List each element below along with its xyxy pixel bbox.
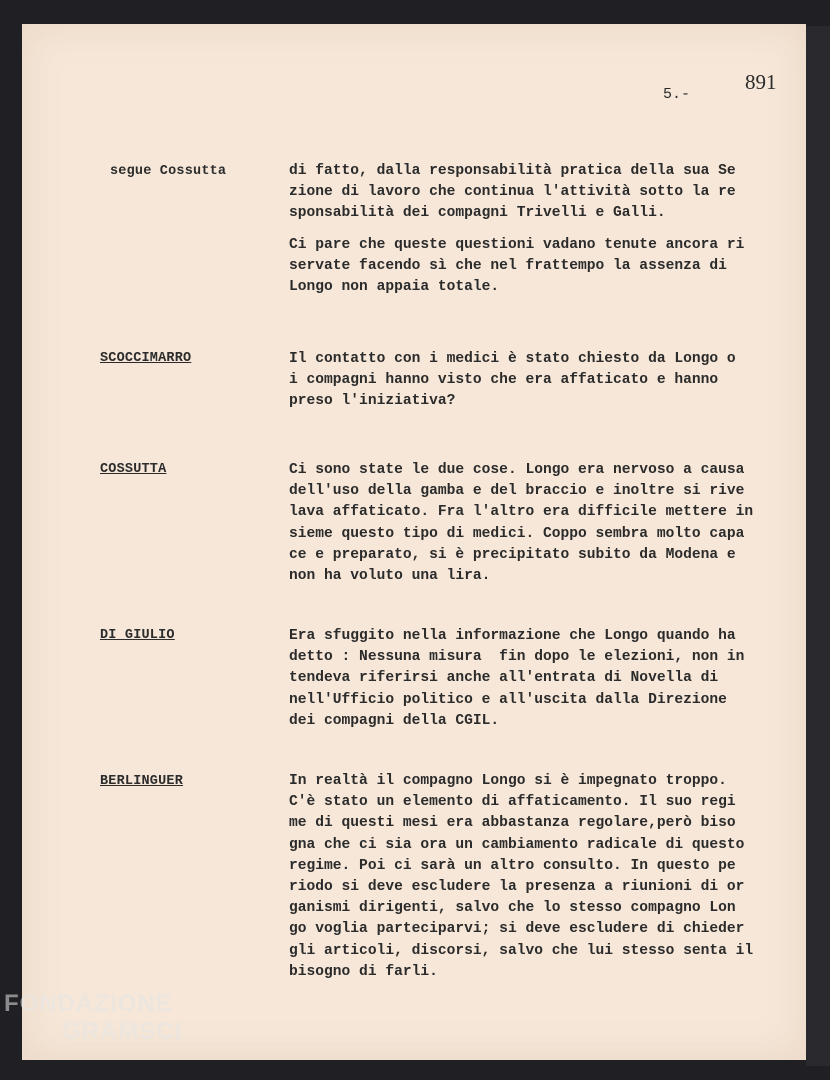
text-line: lava affaticato. Fra l'altro era difficile mettere in	[289, 504, 754, 521]
text-line: dei compagni della CGIL.	[289, 712, 500, 729]
speaker-label: SCOCCIMARRO	[100, 351, 192, 366]
text-line: Ci pare che queste questioni vadano tenute ancora ri	[289, 237, 745, 253]
speech-paragraph	[289, 460, 794, 587]
text-line: regime. Poi ci sarà un altro consulto. In questo pe	[289, 857, 736, 874]
text-line: servate facendo sì che nel frattempo la assenza di	[289, 258, 727, 275]
text-line: ce e preparato, si è precipitato subito da Modena e	[289, 546, 736, 563]
text-line: preso l'iniziativa?	[289, 393, 456, 410]
watermark-line-1: FONDAZIONE	[4, 990, 173, 1017]
text-line: dell'uso della gamba e del braccio e inoltre si rive	[289, 483, 745, 500]
text-line: Ci sono state le due cose. Longo era nervoso a causa	[289, 462, 745, 478]
text-line: tendeva riferirsi anche all'entrata di Novella di	[289, 670, 719, 687]
archive-watermark	[4, 990, 182, 1046]
speaker-label: BERLINGUER	[100, 774, 184, 789]
text-line: gna che ci sia ora un cambiamento radicale di questo	[289, 836, 745, 853]
text-line: gli articoli, discorsi, salvo che lui stesso senta il	[289, 942, 754, 959]
text-line: Il contatto con i medici è stato chiesto da Longo o	[289, 351, 736, 367]
speaker-label: COSSUTTA	[100, 462, 167, 477]
speech-paragraph	[289, 771, 794, 983]
speech-paragraph	[289, 161, 794, 225]
text-line: nell'Ufficio politico e all'uscita dalla Direzione	[289, 691, 727, 708]
text-line: go voglia parteciparvi; si deve escludere di chieder	[289, 921, 745, 938]
text-line: non ha voluto una lira.	[289, 568, 491, 585]
text-line: me di questi mesi era abbastanza regolare,però biso	[289, 815, 736, 832]
text-line: In realtà il compagno Longo si è impegnato troppo.	[289, 773, 727, 789]
speech-paragraph	[289, 626, 794, 732]
speech-paragraph	[289, 349, 794, 413]
text-line: i compagni hanno visto che era affaticato e hanno	[289, 372, 719, 389]
text-line: detto : Nessuna misura fin dopo le elezioni, non in	[289, 649, 745, 666]
speaker-label: DI GIULIO	[100, 628, 175, 643]
text-line: sieme questo tipo di medici. Coppo sembra molto capa	[289, 525, 745, 542]
text-line: Longo non appaia totale.	[289, 279, 500, 296]
page-edge	[806, 26, 830, 1066]
section-number: 5.-	[663, 86, 691, 103]
speaker-label: segue Cossutta	[110, 164, 227, 179]
text-line: zione di lavoro che continua l'attività sotto la re	[289, 184, 736, 201]
text-line: ganismi dirigenti, salvo che lo stesso compagno Lon	[289, 900, 736, 917]
text-line: riodo si deve escludere la presenza a riunioni di or	[289, 879, 745, 896]
page-number: 891	[745, 70, 777, 94]
text-line: Era sfuggito nella informazione che Longo quando ha	[289, 628, 736, 644]
text-line: sponsabilità dei compagni Trivelli e Galli.	[289, 205, 666, 222]
text-line: di fatto, dalla responsabilità pratica della sua Se	[289, 163, 736, 179]
watermark-line-2: GRAMSCI	[62, 1018, 183, 1045]
text-line: C'è stato un elemento di affaticamento. Il suo regi	[289, 794, 736, 811]
text-line: bisogno di farli.	[289, 963, 438, 980]
speech-paragraph	[289, 235, 794, 299]
